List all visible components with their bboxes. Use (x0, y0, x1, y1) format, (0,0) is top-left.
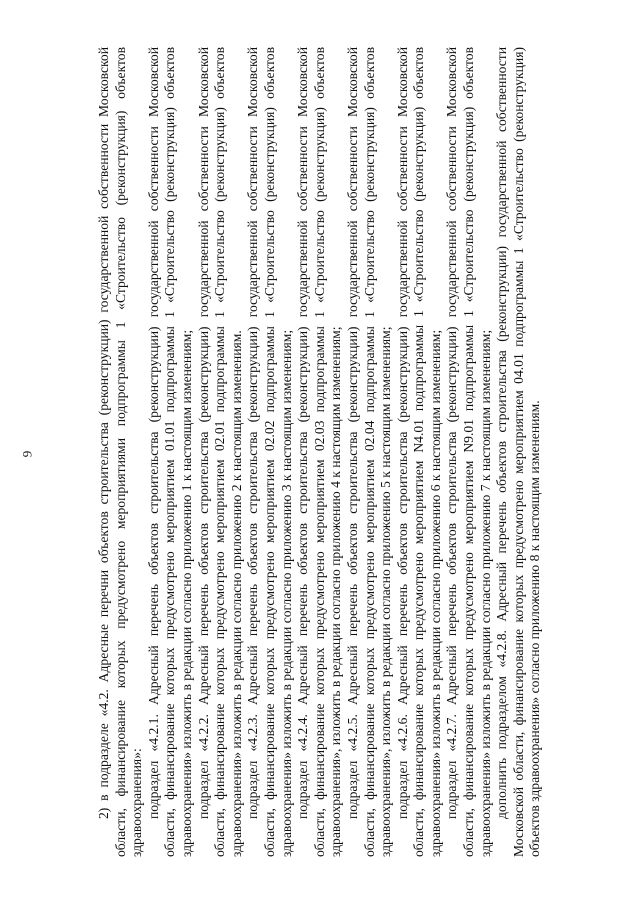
paragraph-4-2-3: подраздел «4.2.3. Адресный перечень объектов строительства (реконструкции) государственной собственности Московской области, финансирование которых предусмотрено мероприятием 02.02 подпрограммы 1 «Строительство (реконструкция) объектов здравоохранения» изложить в редакции согласно приложению 3 к настоящим изменениям; (245, 47, 294, 857)
paragraph-4-2-8: дополнить подразделом «4.2.8. Адресный перечень объектов строительства (реконструкции) государственной собственности Московской области, финансирование которых предусмотрено мероприятием 04.01 подпрограммы 1 «Строительство (реконструкция) объектов здравоохранения» согласно приложению 8 к настоящим изменениям. (494, 47, 543, 857)
paragraph-4-2-5: подраздел «4.2.5. Адресный перечень объектов строительства (реконструкции) государственной собственности Московской области, финансирование которых предусмотрено мероприятием 02.04 подпрограммы 1 «Строительство (реконструкция) объектов здравоохранения», изложить в редакции согласно приложению 5 к настоящим изменениям; (344, 47, 394, 857)
paragraph-4-2-2: подраздел «4.2.2. Адресный перечень объектов строительства (реконструкции) государственной собственности Московской области, финансирование которых предусмотрено мероприятием 02.01 подпрограммы 1 «Строительство (реконструкция) объектов здравоохранения» изложить в редакции согласно приложению 2 к настоящим изменениям. (195, 47, 244, 857)
page-number: 9 (19, 450, 35, 458)
paragraph-4-2-7: подраздел «4.2.7. Адресный перечень объектов строительства (реконструкции) государственной собственности Московской области, финансирование которых предусмотрено мероприятием N9.01 подпрограммы 1 «Строительство (реконструкция) объектов здравоохранения» изложить в редакции согласно приложению 7 к настоящим изменениям; (444, 47, 493, 857)
paragraph-4-2-6: подраздел «4.2.6. Адресный перечень объектов строительства (реконструкции) государственной собственности Московской области, финансирование которых предусмотрено мероприятием N4.01 подпрограммы 1 «Строительство (реконструкция) объектов здравоохранения» изложить в редакции согласно приложению 6 к настоящим изменениям; (394, 47, 443, 857)
document-body (96, 47, 544, 857)
paragraph-intro: 2) в подразделе «4.2. Адресные перечни объектов строительства (реконструкции) государственной собственности Московской области, финансирование которых предусмотрено мероприятиями подпрограммы 1 «Строительство (реконструкция) объектов здравоохранения»: (95, 47, 145, 857)
paragraph-4-2-1: подраздел «4.2.1. Адресный перечень объектов строительства (реконструкции) государственной собственности Московской области, финансирование которых предусмотрено мероприятием 01.01 подпрограммы 1 «Строительство (реконструкция) объектов здравоохранения» изложить в редакции согласно приложению 1 к настоящим изменениям; (145, 47, 194, 857)
paragraph-4-2-4: подраздел «4.2.4. Адресный перечень объектов строительства (реконструкции) государственной собственности Московской области, финансирование которых предусмотрено мероприятием 02.03 подпрограммы 1 «Строительство (реконструкция) объектов здравоохранения», изложить в редакции согласно приложению 4 к настоящим изменениям; (295, 47, 344, 857)
